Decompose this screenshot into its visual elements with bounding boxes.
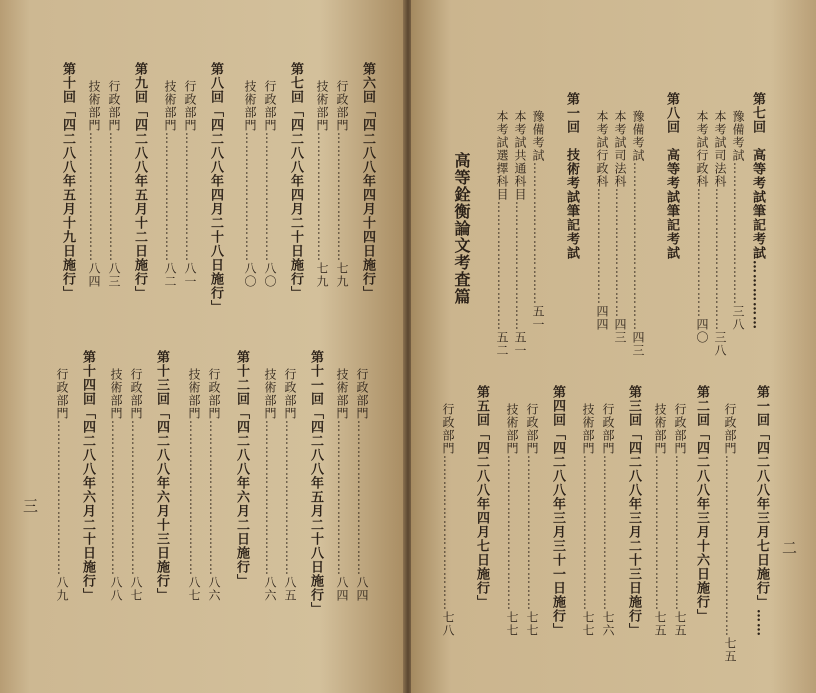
toc-label: 技術部門 <box>243 80 257 132</box>
toc-label: 技術部門 <box>163 80 177 132</box>
toc-page-number: 四四 <box>595 305 609 331</box>
toc-label: 技術部門 <box>653 403 667 455</box>
toc-label: 本考試行政科 <box>695 110 709 188</box>
leader-dots: …………………………… <box>713 188 727 331</box>
toc-label: 行政部門 <box>441 403 455 455</box>
toc-page-number: 五一 <box>531 305 545 331</box>
toc-label: 第六回「四二八八年四月十四日施行」 <box>360 62 375 300</box>
toc-entry <box>206 368 223 645</box>
toc-entry <box>262 368 279 645</box>
toc-label: 行政部門 <box>525 403 539 455</box>
toc-entry <box>262 80 279 352</box>
toc-entry <box>54 368 71 645</box>
toc-entry <box>672 403 689 655</box>
toc-label: 技術部門 <box>87 80 101 132</box>
leader-dots: …… <box>753 609 769 637</box>
leader-dots: …………………………… <box>531 162 545 305</box>
toc-page-number: 七五 <box>723 637 737 663</box>
toc-page-number: 七九 <box>315 262 329 288</box>
toc-page-number: 七五 <box>673 611 687 637</box>
toc-entry <box>334 368 351 645</box>
toc-entry <box>334 80 351 352</box>
toc-heading <box>206 62 225 352</box>
leader-dots: ……………………………… <box>601 455 615 611</box>
toc-heading <box>748 92 767 392</box>
leader-dots: ………………………… <box>163 132 177 262</box>
toc-page-number: 八九 <box>55 576 69 602</box>
toc-label: 行政部門 <box>129 368 143 420</box>
toc-heading <box>472 385 491 655</box>
leader-dots: ……………………………… <box>441 455 455 611</box>
toc-entry <box>504 403 521 655</box>
toc-label: 行政部門 <box>107 80 121 132</box>
leader-dots: ………………………… <box>613 188 627 318</box>
leader-dots: ……………………………… <box>653 455 667 611</box>
toc-page-number: 七六 <box>601 611 615 637</box>
leader-dots: ………………………… <box>243 132 257 262</box>
toc-entry <box>580 403 597 655</box>
toc-entry <box>354 368 371 645</box>
toc-label: 第十二回「四二八八年六月二日施行」 <box>234 350 249 588</box>
toc-entry <box>162 80 179 352</box>
toc-page-number: 八五 <box>283 576 297 602</box>
leader-dots: ……………………………… <box>263 420 277 576</box>
toc-label: 第八回「四二八八年四月二十八日施行」 <box>208 62 223 314</box>
leader-dots: ……………………………… <box>283 420 297 576</box>
toc-entry <box>730 110 747 392</box>
toc-entry <box>282 368 299 645</box>
toc-heading <box>692 385 711 655</box>
toc-page-number: 八六 <box>263 576 277 602</box>
toc-page-number: 八〇 <box>243 262 257 288</box>
leader-dots: ……………………………… <box>355 420 369 576</box>
toc-entry <box>182 80 199 352</box>
toc-entry <box>630 110 647 392</box>
leader-dots: ……………………………… <box>129 420 143 576</box>
toc-page-number: 八二 <box>163 262 177 288</box>
toc-label: 行政部門 <box>723 403 737 455</box>
leader-dots: ………………………… <box>513 201 527 331</box>
leader-dots: ……………………………… <box>207 420 221 576</box>
toc-heading <box>306 350 325 645</box>
toc-page-number: 四三 <box>631 331 645 357</box>
toc-page-number: 七七 <box>581 611 595 637</box>
leader-dots: …………………………………… <box>723 455 737 637</box>
toc-page-number: 八〇 <box>263 262 277 288</box>
leader-dots: ……………………………… <box>525 455 539 611</box>
toc-label: 行政部門 <box>355 368 369 420</box>
leader-dots: ………………………………… <box>631 162 645 331</box>
toc-label: 高等銓衡論文考査篇 <box>452 152 471 305</box>
page-number-left: 三 <box>21 498 39 513</box>
toc-label: 第二回「四二八八年三月十六日施行」 <box>694 385 709 623</box>
toc-heading <box>624 385 643 655</box>
leader-dots: ……………………………… <box>581 455 595 611</box>
toc-entry <box>440 403 457 655</box>
toc-label: 第十回「四二八八年五月十九日施行」 <box>60 62 75 300</box>
toc-entry <box>242 80 259 352</box>
toc-heading <box>232 350 251 645</box>
toc-heading <box>286 62 305 352</box>
toc-page-number: 三八 <box>713 331 727 357</box>
toc-entry <box>128 368 145 645</box>
toc-heading <box>130 62 149 352</box>
leader-dots: ………………………… <box>263 132 277 262</box>
toc-label: 豫備考試 <box>731 110 745 162</box>
toc-page-number: 八七 <box>129 576 143 602</box>
toc-entry <box>314 80 331 352</box>
toc-label: 行政部門 <box>283 368 297 420</box>
toc-page-number: 七七 <box>525 611 539 637</box>
toc-page-number: 八三 <box>107 262 121 288</box>
leader-dots: ………………………… <box>695 188 709 318</box>
toc-label: 本考試選擇科目 <box>495 110 509 201</box>
toc-page-number: 八四 <box>355 576 369 602</box>
toc-page-number: 八八 <box>109 576 123 602</box>
toc-page-number: 七七 <box>505 611 519 637</box>
toc-entry <box>694 110 711 392</box>
toc-page-number: 七九 <box>335 262 349 288</box>
toc-label: 行政部門 <box>335 80 349 132</box>
toc-entry <box>86 80 103 352</box>
toc-label: 本考試司法科 <box>613 110 627 188</box>
leader-dots: ……………………………… <box>187 420 201 576</box>
toc-heading <box>358 62 377 352</box>
toc-page-number: 八一 <box>183 262 197 288</box>
toc-heading <box>58 62 77 352</box>
toc-label: 第五回「四二八八年四月七日施行」 <box>474 385 489 609</box>
toc-page-number: 七八 <box>441 611 455 637</box>
toc-heading <box>152 350 171 645</box>
toc-page-number: 三八 <box>731 305 745 331</box>
toc-page-number: 四〇 <box>695 318 709 344</box>
toc-label: 第十一回「四二八八年五月二十八日施行」 <box>308 350 323 616</box>
toc-heading <box>752 385 771 655</box>
right-page <box>411 0 816 693</box>
leader-dots: …………………………… <box>731 162 745 305</box>
toc-page-number: 五二 <box>495 331 509 357</box>
toc-label: 行政部門 <box>55 368 69 420</box>
leader-dots: ………………………… <box>315 132 329 262</box>
toc-heading <box>562 92 581 392</box>
page-number-right: 二 <box>780 540 798 555</box>
toc-page-number: 八七 <box>187 576 201 602</box>
toc-label: 豫備考試 <box>531 110 545 162</box>
toc-label: 行政部門 <box>263 80 277 132</box>
toc-heading <box>548 385 567 655</box>
toc-entry <box>106 80 123 352</box>
toc-label: 第八回 高等考試筆記考試 <box>664 92 679 260</box>
toc-page-number: 八四 <box>335 576 349 602</box>
toc-entry <box>594 110 611 392</box>
toc-label: 技術部門 <box>187 368 201 420</box>
leader-dots: ………………………… <box>335 132 349 262</box>
toc-label: 第七回 高等考試筆記考試 <box>750 92 765 260</box>
toc-entry <box>524 403 541 655</box>
toc-label: 技術部門 <box>315 80 329 132</box>
left-page <box>0 0 405 693</box>
leader-dots: ………………………… <box>495 201 509 331</box>
leader-dots: ………………………… <box>183 132 197 262</box>
toc-entry <box>512 110 529 392</box>
toc-label: 行政部門 <box>207 368 221 420</box>
leader-dots: ……………………………… <box>109 420 123 576</box>
toc-label: 第一回「四二八八年三月七日施行」 <box>754 385 769 609</box>
toc-label: 本考試司法科 <box>713 110 727 188</box>
toc-label: 第十三回「四二八八年六月十三日施行」 <box>154 350 169 602</box>
toc-label: 技術部門 <box>505 403 519 455</box>
toc-page-number: 四三 <box>613 318 627 344</box>
toc-label: 第九回「四二八八年五月十二日施行」 <box>132 62 147 300</box>
toc-page-number: 八六 <box>207 576 221 602</box>
leader-dots: ……………………………… <box>55 420 69 576</box>
toc-entry <box>722 403 739 663</box>
toc-page-number: 八四 <box>87 262 101 288</box>
toc-heading <box>78 350 97 645</box>
toc-entry <box>712 110 729 392</box>
leader-dots: ……………………………… <box>335 420 349 576</box>
section-title <box>450 152 473 392</box>
toc-label: 第三回「四二八八年三月二十三日施行」 <box>626 385 641 637</box>
toc-label: 第一回 技術考試筆記考試 <box>564 92 579 260</box>
toc-label: 行政部門 <box>673 403 687 455</box>
toc-label: 行政部門 <box>601 403 615 455</box>
toc-label: 技術部門 <box>335 368 349 420</box>
leader-dots: …………… <box>749 260 765 330</box>
toc-label: 技術部門 <box>581 403 595 455</box>
toc-label: 技術部門 <box>109 368 123 420</box>
toc-label: 第四回「四二八八年三月三十一日施行」 <box>550 385 565 637</box>
toc-label: 豫備考試 <box>631 110 645 162</box>
toc-entry <box>108 368 125 645</box>
toc-entry <box>494 110 511 392</box>
leader-dots: ……………………………… <box>673 455 687 611</box>
toc-label: 第七回「四二八八年四月二十日施行」 <box>288 62 303 300</box>
toc-label: 技術部門 <box>263 368 277 420</box>
leader-dots: ………………………… <box>87 132 101 262</box>
toc-label: 本考試共通科目 <box>513 110 527 201</box>
toc-page-number: 五一 <box>513 331 527 357</box>
toc-page-number: 七五 <box>653 611 667 637</box>
toc-entry <box>530 110 547 392</box>
toc-entry <box>652 403 669 655</box>
toc-entry <box>600 403 617 655</box>
toc-entry <box>186 368 203 645</box>
toc-entry <box>612 110 629 392</box>
leader-dots: ………………………… <box>107 132 121 262</box>
leader-dots: ……………………………… <box>505 455 519 611</box>
toc-heading <box>662 92 681 392</box>
toc-label: 第十四回「四二八八年六月二十日施行」 <box>80 350 95 602</box>
toc-label: 行政部門 <box>183 80 197 132</box>
toc-label: 本考試行政科 <box>595 110 609 188</box>
leader-dots: ……………………… <box>595 188 609 305</box>
